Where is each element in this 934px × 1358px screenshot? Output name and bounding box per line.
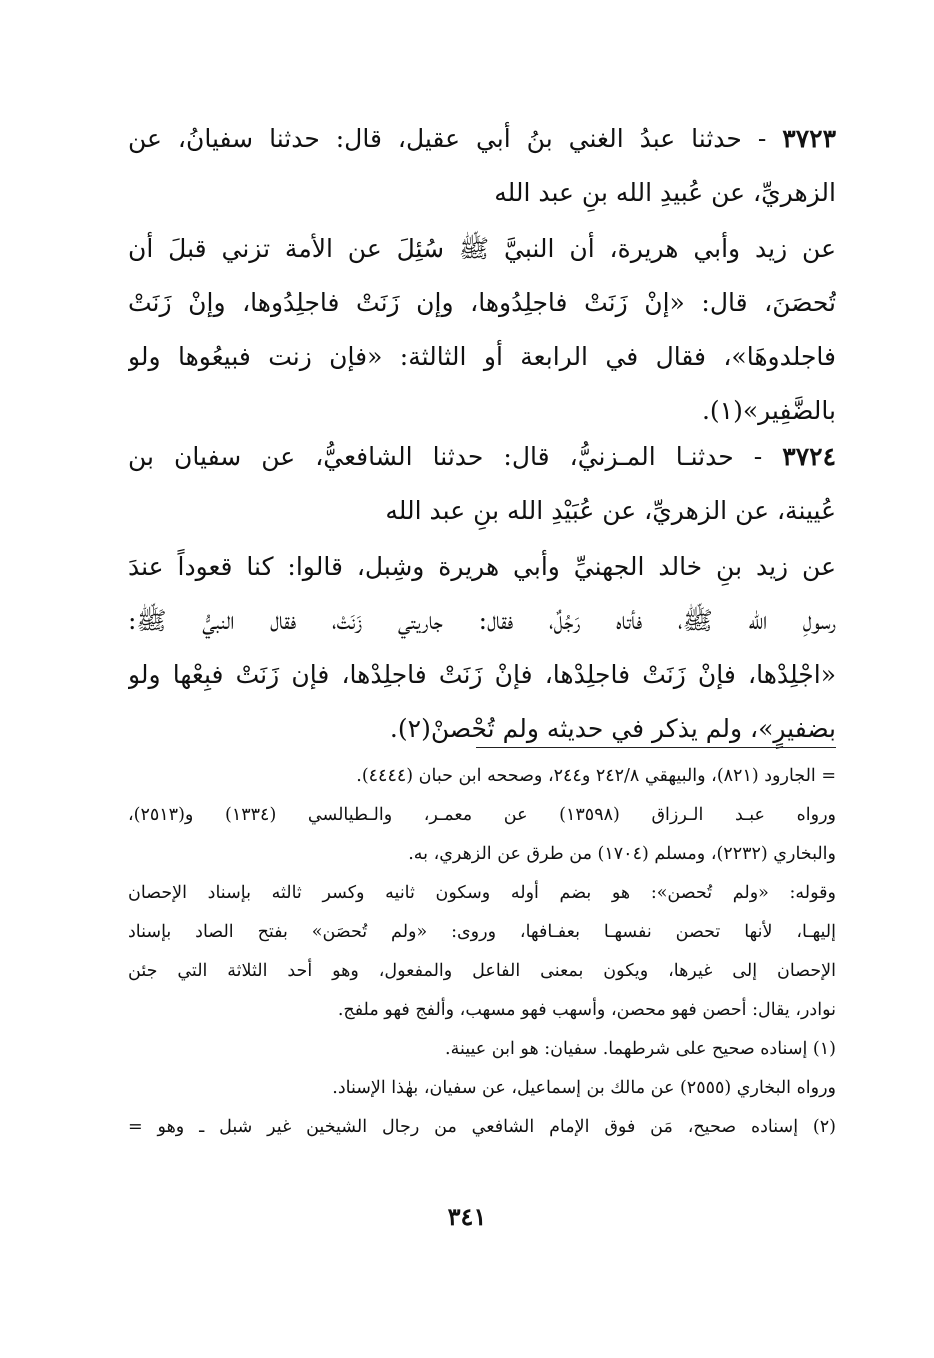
matn-line: «اجْلِدْها، فإنْ زَنَتْ فاجلِدْها، فإنْ زَنَتْ فاجلِدْها، فإن زَنَتْ فبِعْها ولو: [128, 660, 836, 689]
matn-line: عن زيد وأبي هريرة، أن النبيَّ ﷺ سُئِلَ عن الأمة تزني قبلَ أن: [128, 234, 836, 263]
footnote-separator: [476, 747, 836, 748]
footnote-line: إليهـا، لأنها تحصن نفسهـا بعفـافها، وروى: «ولم تُحصَن» بفتح الصاد بإسناد: [128, 922, 836, 942]
hadith-3723-isnad: [128, 112, 836, 220]
matn-line: رسولِ الله ﷺ، فأتاه رَجُلٌ، فقال: جاريتي زَنَتْ، فقال النبيُّ ﷺ:: [128, 606, 836, 635]
footnote-line: (١) إسناده صحيح على شرطهما. سفيان: هو ابن عيينة.: [445, 1039, 836, 1059]
footnote-line: ورواه عبـد الـرزاق (١٣٥٩٨) عن معمـر، والـطيالسي (١٣٣٤) و(٢٥١٣)،: [128, 805, 836, 825]
footnote-line: والبخاري (٢٢٣٢)، ومسلم (١٧٠٤) من طرق عن الزهري، به.: [408, 844, 836, 864]
isnad-line: الزهريِّ، عن عُبيدِ الله بنِ عبد الله: [494, 178, 836, 207]
hadith-3724-isnad: [128, 430, 836, 538]
matn-line: تُحصَنَ، قال: «إنْ زَنَتْ فاجلِدُوها، وإن زَنَتْ فاجلِدُوها، وإنْ زَنَتْ: [128, 288, 836, 317]
footnotes: [128, 757, 836, 1147]
footnote-line: الإحصان إلى غيرها، ويكون بمعنى الفاعل والمفعول، وهو أحد الثلاثة التي جئن: [128, 961, 836, 981]
matn-line: بالضَّفِير»(١).: [701, 396, 836, 425]
hadith-number: ٣٧٢٤: [782, 442, 836, 471]
footnote-line: نوادر، يقال: أحصن فهو محصن، وأسهب فهو مسهب، وألفج فهو ملفج.: [337, 1000, 836, 1020]
footnote-line: ورواه البخاري (٢٥٥٥) عن مالك بن إسماعيل، عن سفيان، بهٰذا الإسناد.: [332, 1078, 836, 1098]
hadith-3724-matn: [128, 540, 836, 756]
isnad-text: - حدثنـا المـزنيُّ، قال: حدثنا الشافعيُّ، عن سفيان بن: [128, 442, 763, 471]
isnad-line: عُيينة، عن الزهريِّ، عن عُبَيْدِ الله بنِ عبد الله: [385, 496, 836, 525]
matn-line: بضفيرٍ»، ولم يذكر في حديثه ولم تُحْصنْ(٢).: [389, 714, 836, 743]
footnote-line: وقوله: «ولم تُحصن»: هو بضم أوله وسكون ثانيه وكسر ثالثه بإسناد الإحصان: [128, 883, 836, 903]
isnad-line: [128, 112, 836, 166]
hadith-3723-matn: [128, 222, 836, 438]
matn-line: عن زيد بنِ خالد الجهنيِّ وأبي هريرة وشِبل، قالوا: كنا قعوداً عندَ: [128, 552, 836, 581]
footnote-line: (٢) إسناده صحيح، مَن فوق الإمام الشافعي من رجال الشيخين غير شبل ـ وهو =: [128, 1117, 836, 1137]
page-number: ٣٤١: [447, 1202, 487, 1231]
hadith-number: ٣٧٢٣: [782, 124, 836, 153]
isnad-text: - حدثنا عبدُ الغني بنُ أبي عقيل، قال: حدثنا سفيانُ، عن: [128, 124, 767, 153]
footnote-line: = الجارود (٨٢١)، والبيهقي ٢٤٢/٨ و٢٤٤، وصححه ابن حبان (٤٤٤٤).: [356, 766, 836, 786]
isnad-line: [128, 430, 836, 484]
matn-line: فاجلدوهَا»، فقال في الرابعة أو الثالثة: «فإن زنت فبيعُوها ولو: [128, 342, 836, 371]
